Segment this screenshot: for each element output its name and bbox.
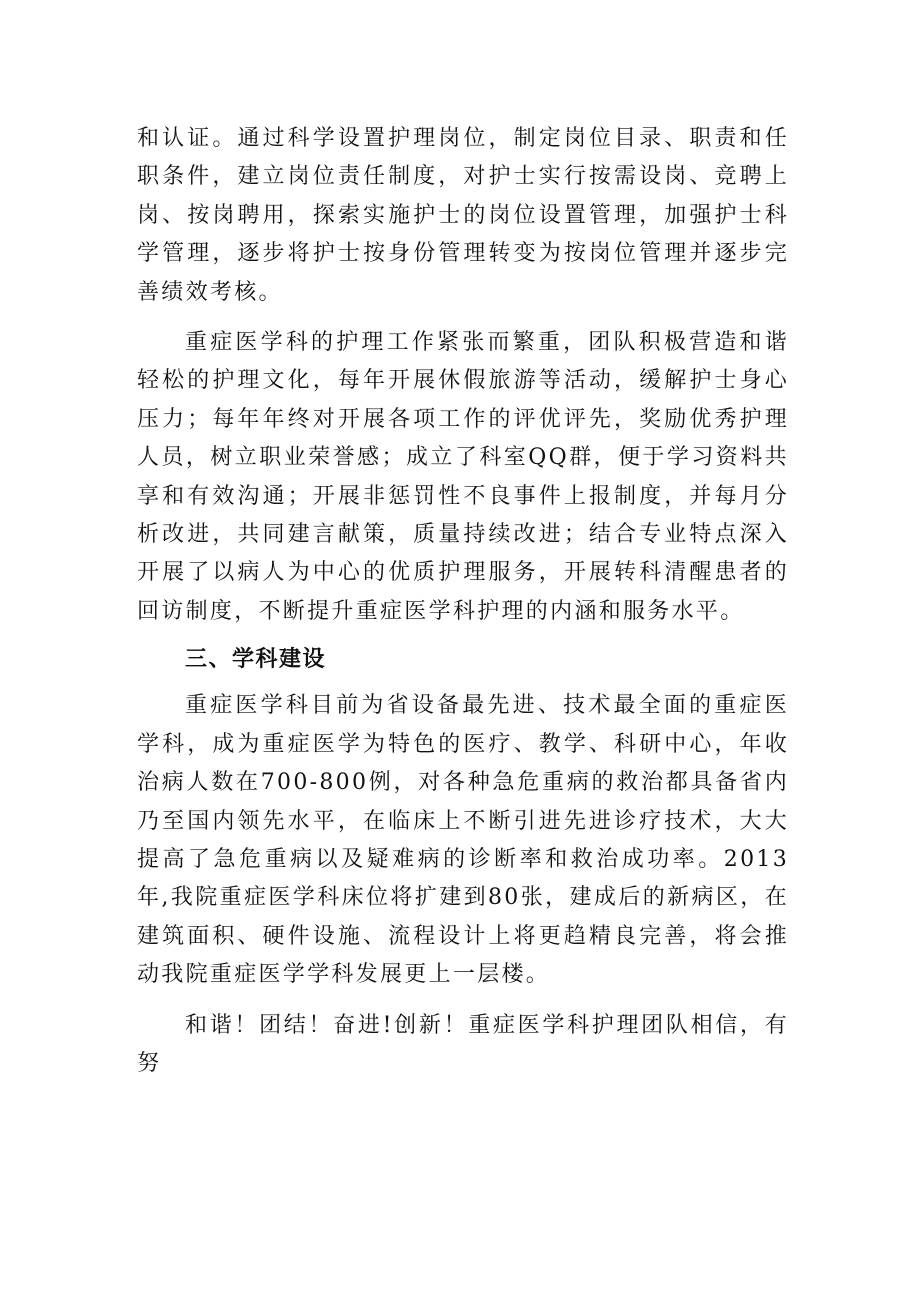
- paragraph-nursing-posts: 和认证。通过科学设置护理岗位，制定岗位目录、职责和任职条件，建立岗位责任制度，对护士实行按需设岗、竞聘上岗、按岗聘用，探索实施护士的岗位设置管理，加强护士科学管理，逐步将护士按身份管理转变为按岗位管理并逐步完善绩效考核。: [137, 126, 789, 305]
- paragraph-nursing-culture: 重症医学科的护理工作紧张而繁重，团队积极营造和谐轻松的护理文化，每年开展休假旅游等活动，缓解护士身心压力；每年年终对开展各项工作的评优评先，奖励优秀护理人员，树立职业荣誉感；成立了科室QQ群，便于学习资料共享和有效沟通；开展非惩罚性不良事件上报制度，并每月分析改进，共同建言献策，质量持续改进；结合专业特点深入开展了以病人为中心的优质护理服务，开展转科清醒患者的回访制度，不断提升重症医学科护理的内涵和服务水平。: [137, 330, 789, 624]
- paragraph-team-motto: 和谐！团结！奋进!创新！重症医学科护理团队相信，有努: [137, 1012, 789, 1076]
- paragraph-discipline-overview: 重症医学科目前为省设备最先进、技术最全面的重症医学科，成为重症医学为特色的医疗、教学、科研中心，年收治病人数在700-800例，对各种急危重病的救治都具备省内乃至国内领先水平，在临床上不断引进先进诊疗技术，大大提高了急危重病以及疑难病的诊断率和救治成功率。2013年,我院重症医学科床位将扩建到80张，建成后的新病区，在建筑面积、硬件设施、流程设计上将更趋精良完善，将会推动我院重症医学学科发展更上一层楼。: [137, 693, 789, 988]
- document-body: [137, 120, 789, 1083]
- section-heading-discipline-construction: 三、学科建设: [185, 647, 327, 673]
